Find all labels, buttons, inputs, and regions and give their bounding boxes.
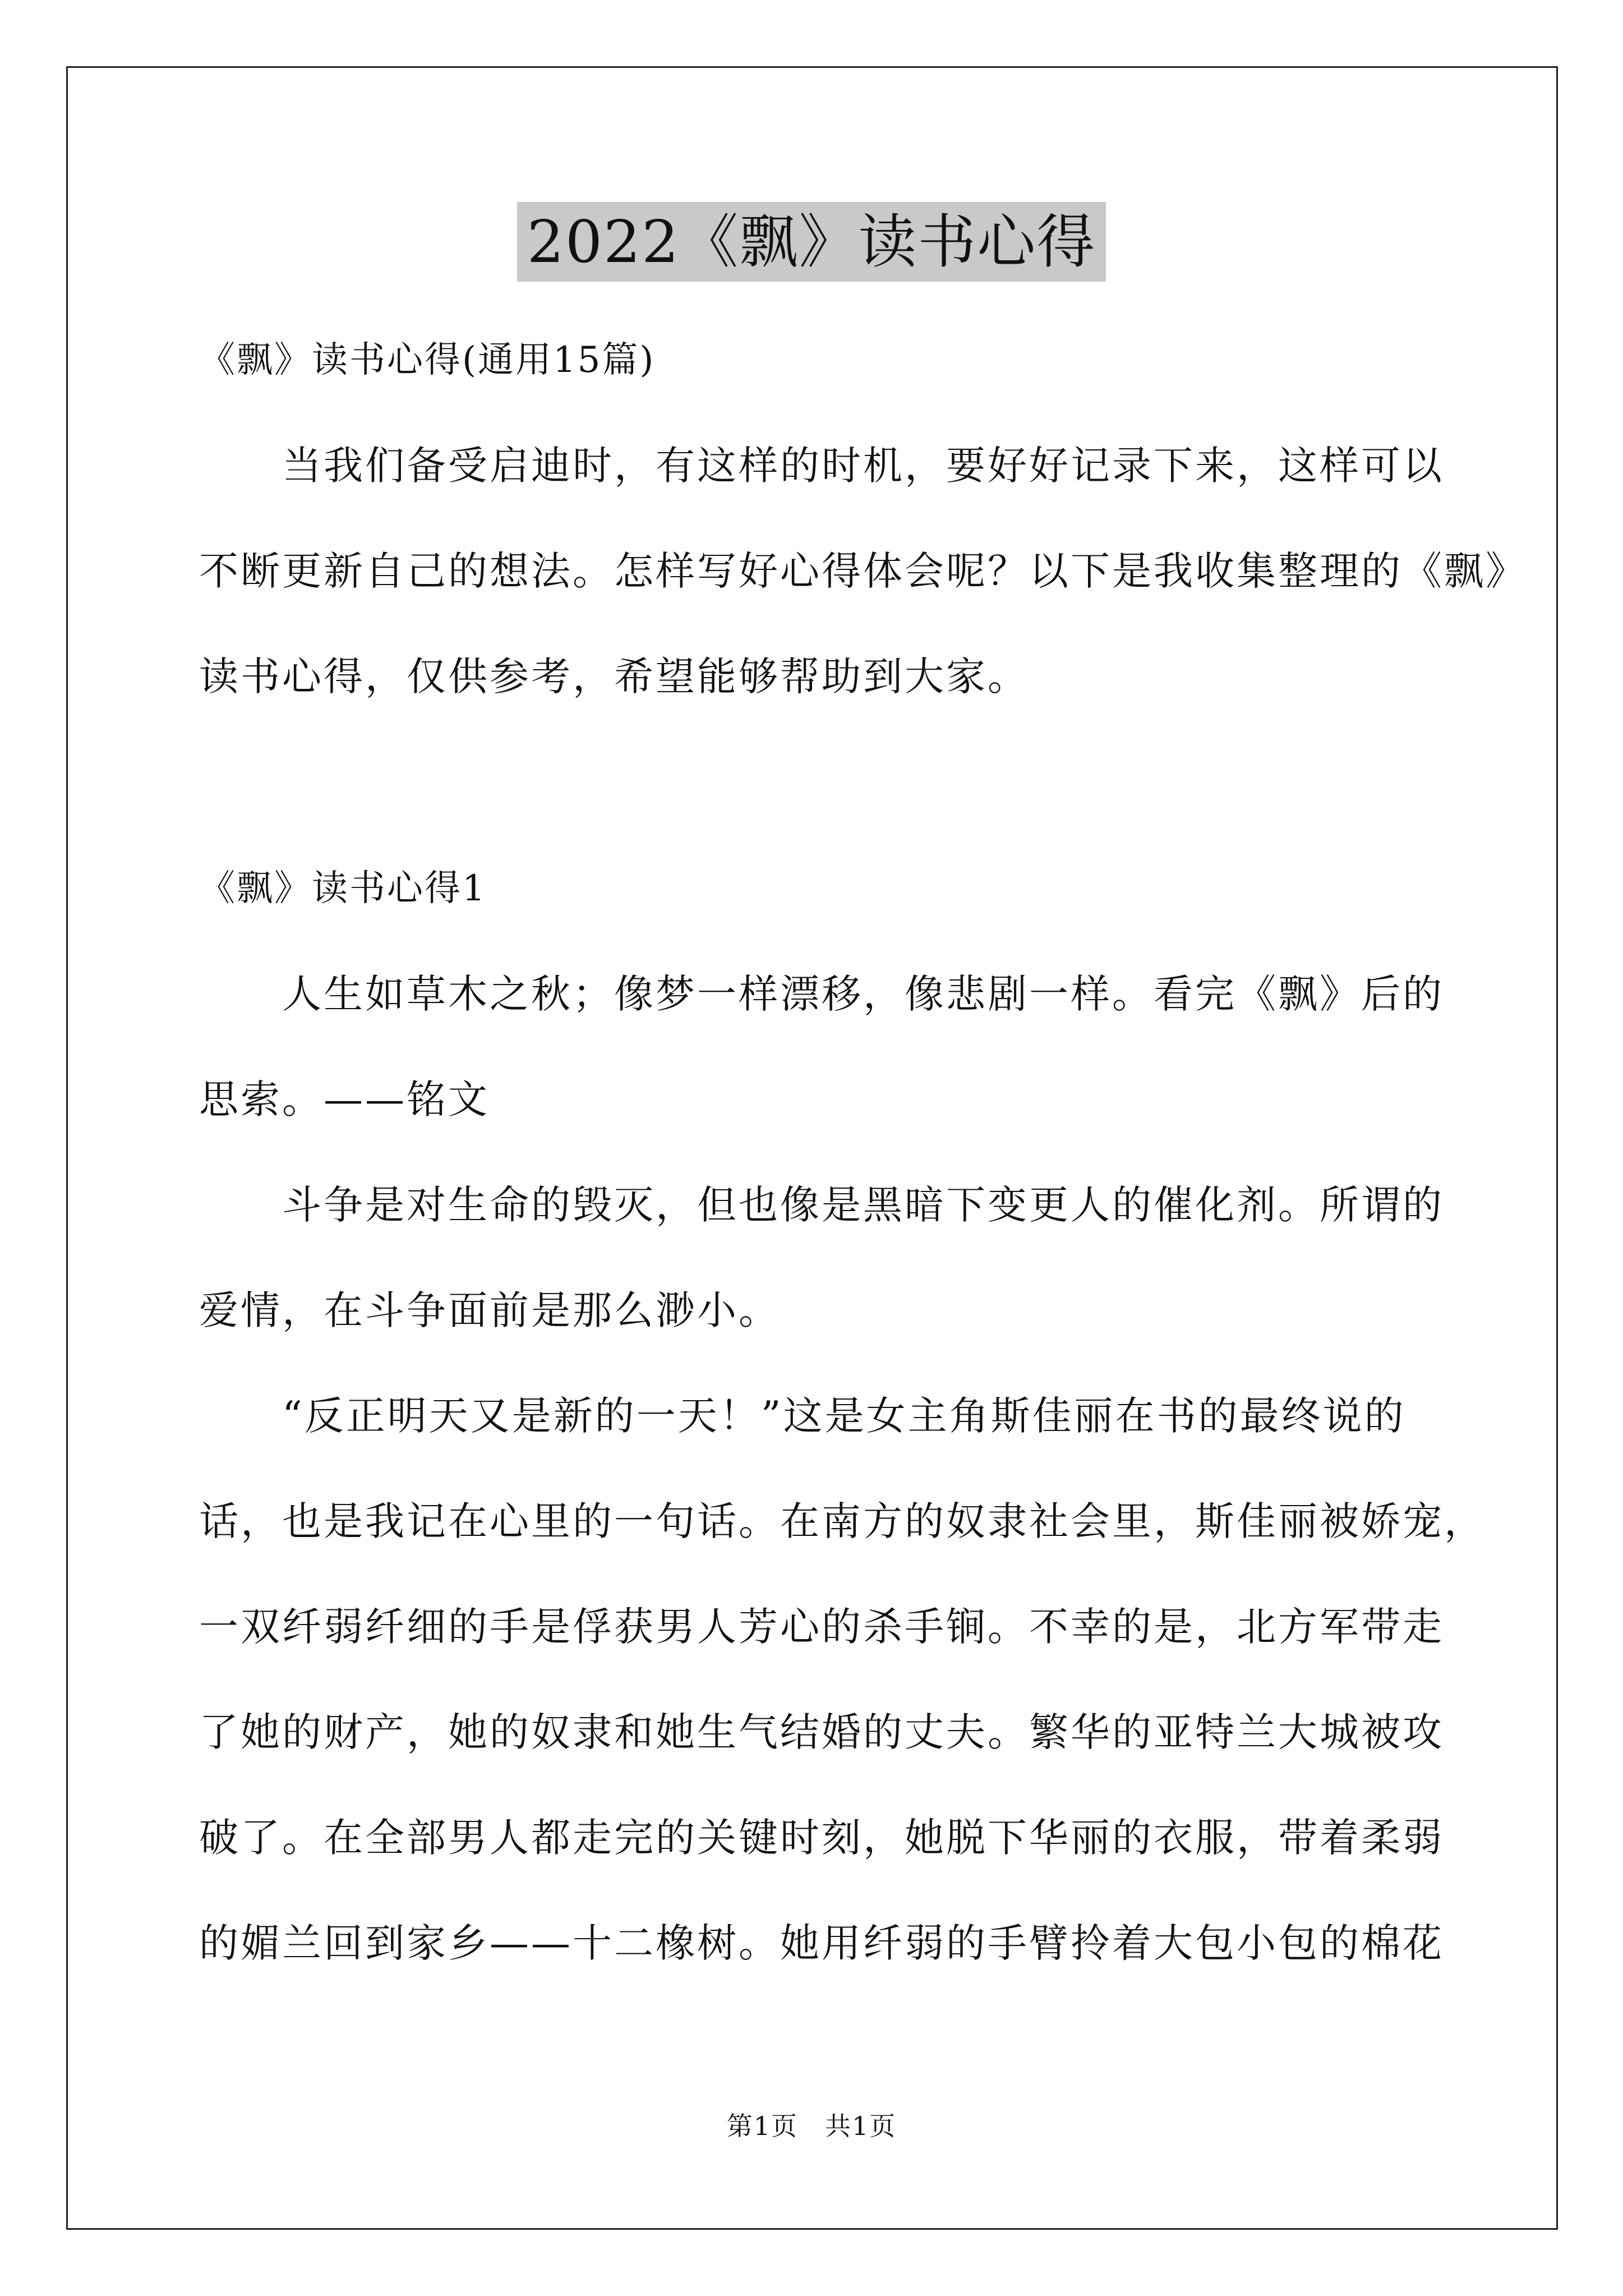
title-container bbox=[0, 202, 1623, 282]
document-title: 2022《飘》读书心得 bbox=[517, 202, 1106, 282]
section-heading: 《飘》读书心得1 bbox=[199, 868, 487, 909]
section-line: “反正明天又是新的一天！”这是女主角斯佳丽在书的最终说的 bbox=[199, 1393, 1406, 1439]
document-body bbox=[199, 307, 1527, 1996]
section-line: 话，也是我记在心里的一句话。在南方的奴隶社会里，斯佳丽被娇宠， bbox=[199, 1498, 1486, 1544]
paragraph-gap bbox=[199, 729, 1438, 836]
section-line: 人生如草木之秋；像梦一样漂移，像悲剧一样。看完《飘》后的 bbox=[199, 971, 1444, 1017]
section-line: 破了。在全部男人都走完的关键时刻，她脱下华丽的衣服，带着柔弱 bbox=[199, 1815, 1444, 1861]
section-line: 爱情，在斗争面前是那么渺小。 bbox=[199, 1287, 780, 1333]
section-line: 了她的财产，她的奴隶和她生气结婚的丈夫。繁华的亚特兰大城被攻 bbox=[199, 1709, 1444, 1755]
document-subtitle: 《飘》读书心得(通用15篇) bbox=[199, 339, 656, 381]
section-line: 的媚兰回到家乡——十二橡树。她用纤弱的手臂拎着大包小包的棉花 bbox=[199, 1920, 1444, 1966]
intro-line: 读书心得，仅供参考，希望能够帮助到大家。 bbox=[199, 654, 1029, 700]
intro-line: 不断更新自己的想法。怎样写好心得体会呢？以下是我收集整理的《飘》 bbox=[199, 548, 1527, 594]
section-line: 斗争是对生命的毁灭，但也像是黑暗下变更人的催化剂。所谓的 bbox=[199, 1182, 1444, 1228]
intro-line: 当我们备受启迪时，有这样的时机，要好好记录下来，这样可以 bbox=[199, 443, 1444, 489]
section-line: 思索。——铭文 bbox=[199, 1076, 490, 1122]
section-line: 一双纤弱纤细的手是俘获男人芳心的杀手锏。不幸的是，北方军带走 bbox=[199, 1604, 1444, 1650]
page-footer: 第1页 共1页 bbox=[726, 2111, 897, 2141]
